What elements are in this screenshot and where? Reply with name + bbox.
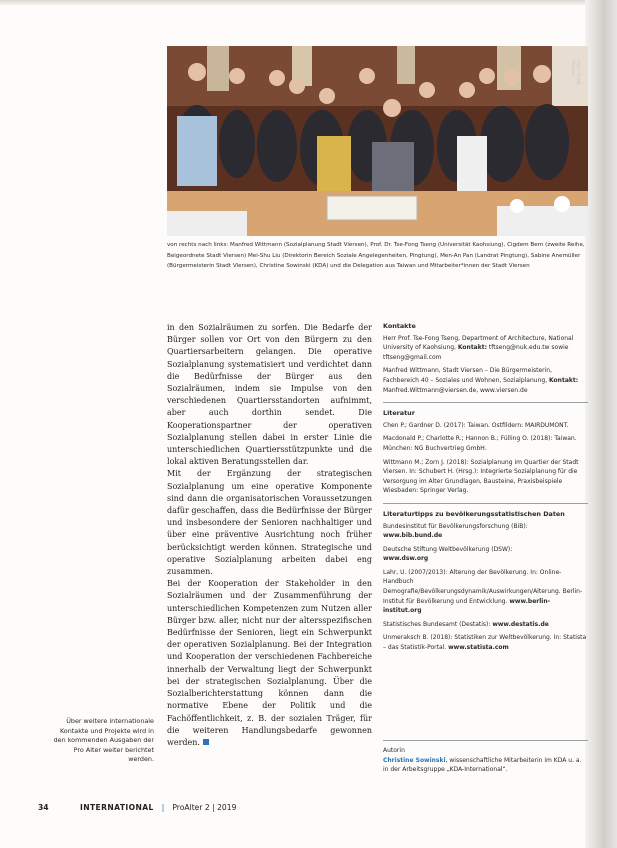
contacts-heading: Kontakte	[383, 322, 416, 330]
tip-link[interactable]: www.statista.com	[448, 644, 509, 652]
info-sidebar	[383, 322, 588, 657]
tips-heading: Literaturtipps zu bevölkerungsstatistischen Daten	[383, 509, 565, 518]
page-top-edge	[0, 0, 600, 6]
photo-caption: von rechts nach links: Manfred Wittmann (Sozialplanung Stadt Viersen), Prof. Dr. Tse-Fong Tseng (Universität Kaohsiung), Cigdem Bern (zweite Reihe, Beigeordnete Stadt Viersen) Mei-Shu Liu (Direktorin Bereich Soziale Angelegenheiten, Pingtung), Men-An Pan (Landrat Pingtung), Sabine Anemüller (Bürgermeisterin Stadt Viersen), Christine Sowinski (KDA) und die Delegation aus Taiwan und Mitarbeiter*innen der Stadt Viersen	[167, 242, 585, 270]
margin-note: Über weitere internationale Kontakte und Projekte wird in den kommenden Ausgaben der Pro Alter weiter berichtet werden.	[53, 717, 154, 764]
tip-entry: Lahr, U. (2007/2013): Alterung der Bevölkerung. In: Online-Handbuch Demografie/Bevölkerungsdynamik/Auswirkungen/Alterung. Berlin-Institut für Bevölkerung und Entwicklung. www.berlin-institut.org	[383, 568, 583, 615]
author-name: Christine Sowinski	[383, 756, 446, 764]
literature-heading: Literatur	[383, 409, 415, 418]
author-text: Christine Sowinski, wissenschaftliche Mitarbeiterin im KDA u. a. in der Arbeitsgruppe „KDA-International“.	[383, 756, 582, 774]
tip-entry: Unmeraksch B. (2018): Statistiken zur Weltbevölkerung. In: Statista – das Statistik-Portal. www.statista.com	[383, 634, 587, 652]
issue-label: ProAlter 2 | 2019	[172, 803, 237, 812]
paragraph-2: Mit der Ergänzung der strategischen Sozialplanung um eine operative Komponente sind dann die organisatorischen Voraussetzungen dafür geschaffen, dass die Bedürfnisse der Bürger und insbesondere der Senioren nachhaltiger und über eine präventive Ausrichtung noch früher berücksichtigt werden können. Strategische und operative Sozialplanung arbeiten dabei eng zusammen.	[167, 469, 372, 577]
page-number: 34	[38, 803, 49, 812]
tip-entry: Deutsche Stiftung Weltbevölkerung (DSW): www.dsw.org	[383, 545, 513, 563]
section-name: INTERNATIONAL	[80, 803, 154, 812]
tip-link[interactable]: www.bib.bund.de	[383, 532, 443, 540]
tip-link[interactable]: www.dsw.org	[383, 555, 429, 563]
paragraph-3	[167, 578, 372, 749]
article-end-mark	[203, 739, 209, 745]
tip-entry: Bundesinstitut für Bevölkerungsforschung (BiB): www.bib.bund.de	[383, 522, 528, 540]
page-footer	[38, 803, 578, 812]
section-divider	[383, 503, 588, 504]
section-divider	[383, 402, 588, 403]
paragraph-1: in den Sozialräumen zu sorfen. Die Bedarfe der Bürger sollen vor Ort von den Bürgern zu den Quartiersarbeitern gelangen. Die operative Sozialplanung systematisiert und verdichtet dann die Bedürfnisse der Bürger aus den Sozialräumen, indem sie Impulse von den verschiedenen Quartiersstandorten aufnimmt, aber auch dorthin sendet. Die Kooperationspartner der operativen Sozialplanung stellen dabei in erster Linie die unterschiedlichen Quartiersstützpunkte und die lokal aktiven Beratungsstellen dar.	[167, 323, 372, 467]
contact-entry: Herr Prof. Tse-Fong Tseng, Department of Architecture, National University of Kaohsiung, Kontakt: tftseng@nuk.edu.tw sowie tftseng@gmail.com	[383, 334, 574, 361]
paragraph-3-text: Bei der Kooperation der Stakeholder in den Sozialräumen und der Zusammenführung der unterschiedlichen Kompetenzen zum Nutzen aller Bürger bzw. aller, nicht nur der altersspezifischen Bedürfnisse der Senioren, liegt ein Schwerpunkt der operativen Sozialplanung. Bei der Integration und Kooperation der verschiedenen Fachbereiche innerhalb der Verwaltung liegt der Schwerpunkt bei der strategischen Sozialplanung. Über die Sozialberichterstattung können dann die normative Ebene der Politik und die Fachöffentlichkeit, z. B. der sozialen Träger, für die weiteren Handlungsbedarfe gewonnen werden.	[167, 579, 372, 747]
contact-entry: Manfred Wittmann, Stadt Viersen – Die Bürgermeisterin, Fachbereich 40 – Soziales und Wohnen, Sozialplanung, Kontakt: Manfred.Wittmann@viersen.de, www.viersen.de	[383, 367, 579, 394]
author-box	[383, 740, 588, 775]
photo-credit: Foto: Stadt Viersen	[570, 60, 580, 85]
literature-entry: Chen P.; Gardner D. (2017): Taiwan. Ostfildern: MAIRDUMONT.	[383, 421, 569, 429]
page-gutter-shadow	[585, 0, 617, 848]
tip-link[interactable]: www.berlin-institut.org	[383, 597, 551, 615]
literature-entry: Wittmann M.; Zorn J. (2018): Sozialplanung im Quartier der Stadt Viersen. In: Schubert H. (Hrsg.): Integrierte Sozialplanung für die Versorgung im Alter Grundlagen, Bausteine, Praxisbeispiele Wiesbaden: Springer Verlag.	[383, 458, 579, 495]
author-label: Autorin	[383, 747, 405, 754]
footer-separator: |	[161, 803, 165, 812]
tip-link[interactable]: www.destatis.de	[492, 620, 549, 628]
literature-entry: Macdonald P.; Charlotte R.; Hannon B.; Fülling O. (2018): Taiwan. München: NG Buchvertrieg GmbH.	[383, 435, 577, 452]
group-photo	[167, 46, 588, 236]
main-text-column	[167, 322, 372, 749]
tip-entry: Statistisches Bundesamt (Destatis): www.destatis.de	[383, 620, 549, 628]
